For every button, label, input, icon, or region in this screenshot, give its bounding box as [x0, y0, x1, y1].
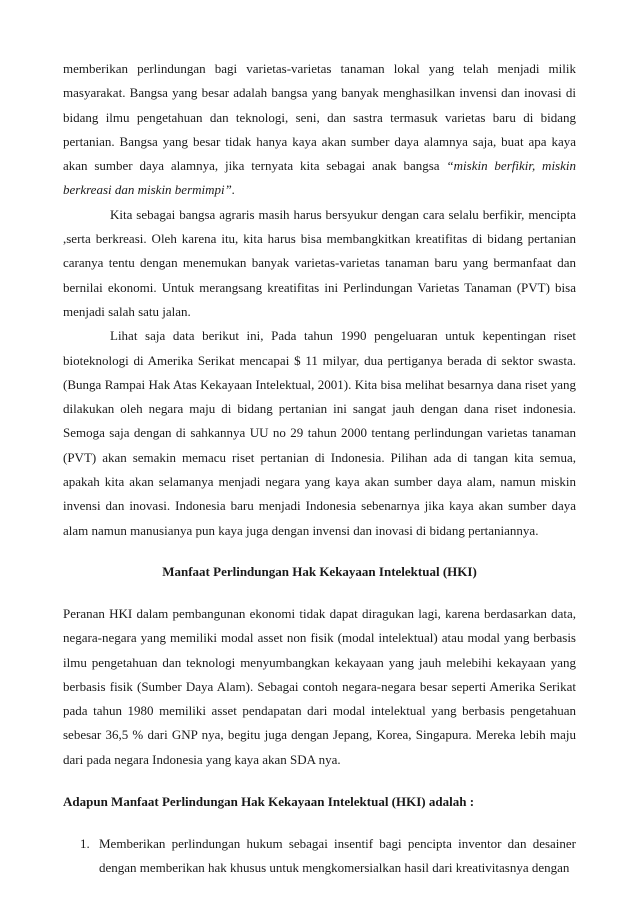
paragraph-varietas — [63, 57, 576, 203]
paragraph-data-riset: Lihat saja data berikut ini, Pada tahun 1990 pengeluaran untuk kepentingan riset bioteknologi di Amerika Serikat mencapai $ 11 milyar, dua pertiganya berada di sektor swasta. (Bunga Rampai Hak Atas Kekayaan Intelektual, 2001). Kita bisa melihat besarnya dana riset yang dilakukan oleh negara maju di bidang pertanian ini sangat jauh dengan dana riset indonesia. Semoga saja dengan di sahkannya UU no 29 tahun 2000 tentang perlindungan varietas tanaman (PVT) akan semakin memacu riset pertanian di Indonesia. Pilihan ada di tangan kita semua, apakah kita akan selamanya menjadi negara yang kaya akan sumber daya alam, namun miskin invensi dan inovasi. Indonesia baru menjadi Indonesia sebenarnya jika kaya akan sumber daya alam namun manusianya pun kaya juga dengan invensi dan inovasi di bidang pertaniannya. — [63, 328, 576, 538]
paragraph-varietas-text: memberikan perlindungan bagi varietas-varietas tanaman lokal yang telah menjadi milik masyarakat. Bangsa yang besar adalah bangsa yang banyak menghasilkan invensi dan inovasi di bidang ilmu pengetahuan dan teknologi, seni, dan sastra termasuk varietas baru di bidang pertanian. Bangsa yang besar tidak hanya kaya akan sumber daya alamnya saja, buat apa kaya akan sumber daya alamnya, jika ternyata kita sebagai anak bangsa — [63, 61, 576, 174]
manfaat-list — [63, 832, 576, 881]
section-heading-adapun: Adapun Manfaat Perlindungan Hak Kekayaan Intelektual (HKI) adalah : — [63, 794, 475, 810]
italic-quote: “miskin berfikir, miskin berkreasi dan miskin bermimpi”. — [63, 158, 576, 198]
list-item — [63, 832, 576, 881]
paragraph-peranan-hki: Peranan HKI dalam pembangunan ekonomi tidak dapat diragukan lagi, karena berdasarkan data, negara-negara yang memiliki modal asset non fisik (modal intelektual) atau modal yang berbasis ilmu pengetahuan dan teknologi menyumbangkan kekayaan yang jauh melebihi kekayaan yang berbasis fisik (Sumber Daya Alam). Sebagai contoh negara-negara besar seperti Amerika Serikat pada tahun 1980 memiliki asset pendapatan dari modal intelektual yang berbasis pengetahuan sebesar 36,5 % dari GNP nya, begitu juga dengan Jepang, Korea, Singapura. Mereka lebih maju dari pada negara Indonesia yang kaya akan SDA nya. — [63, 605, 576, 767]
section-heading-manfaat: Manfaat Perlindungan Hak Kekayaan Intelektual (HKI) — [162, 563, 477, 579]
document-page — [63, 57, 576, 881]
list-item-text: Memberikan perlindungan hukum sebagai insentif bagi pencipta inventor dan desainer dengan memberikan hak khusus untuk mengkomersialkan hasil dari kreativitasnya dengan — [99, 836, 576, 876]
list-item-number: 1. — [80, 836, 90, 852]
paragraph-agraris: Kita sebagai bangsa agraris masih harus bersyukur dengan cara selalu berfikir, mencipta ,serta berkreasi. Oleh karena itu, kita harus bisa membangkitkan kreatifitas di bidang pertanian caranya tentu dengan menemukan banyak varietas-varietas tanaman baru yang bermanfaat dan bernilai ekonomi. Untuk merangsang kreatifitas ini Perlindungan Varietas Tanaman (PVT) bisa menjadi salah satu jalan. — [63, 206, 576, 319]
